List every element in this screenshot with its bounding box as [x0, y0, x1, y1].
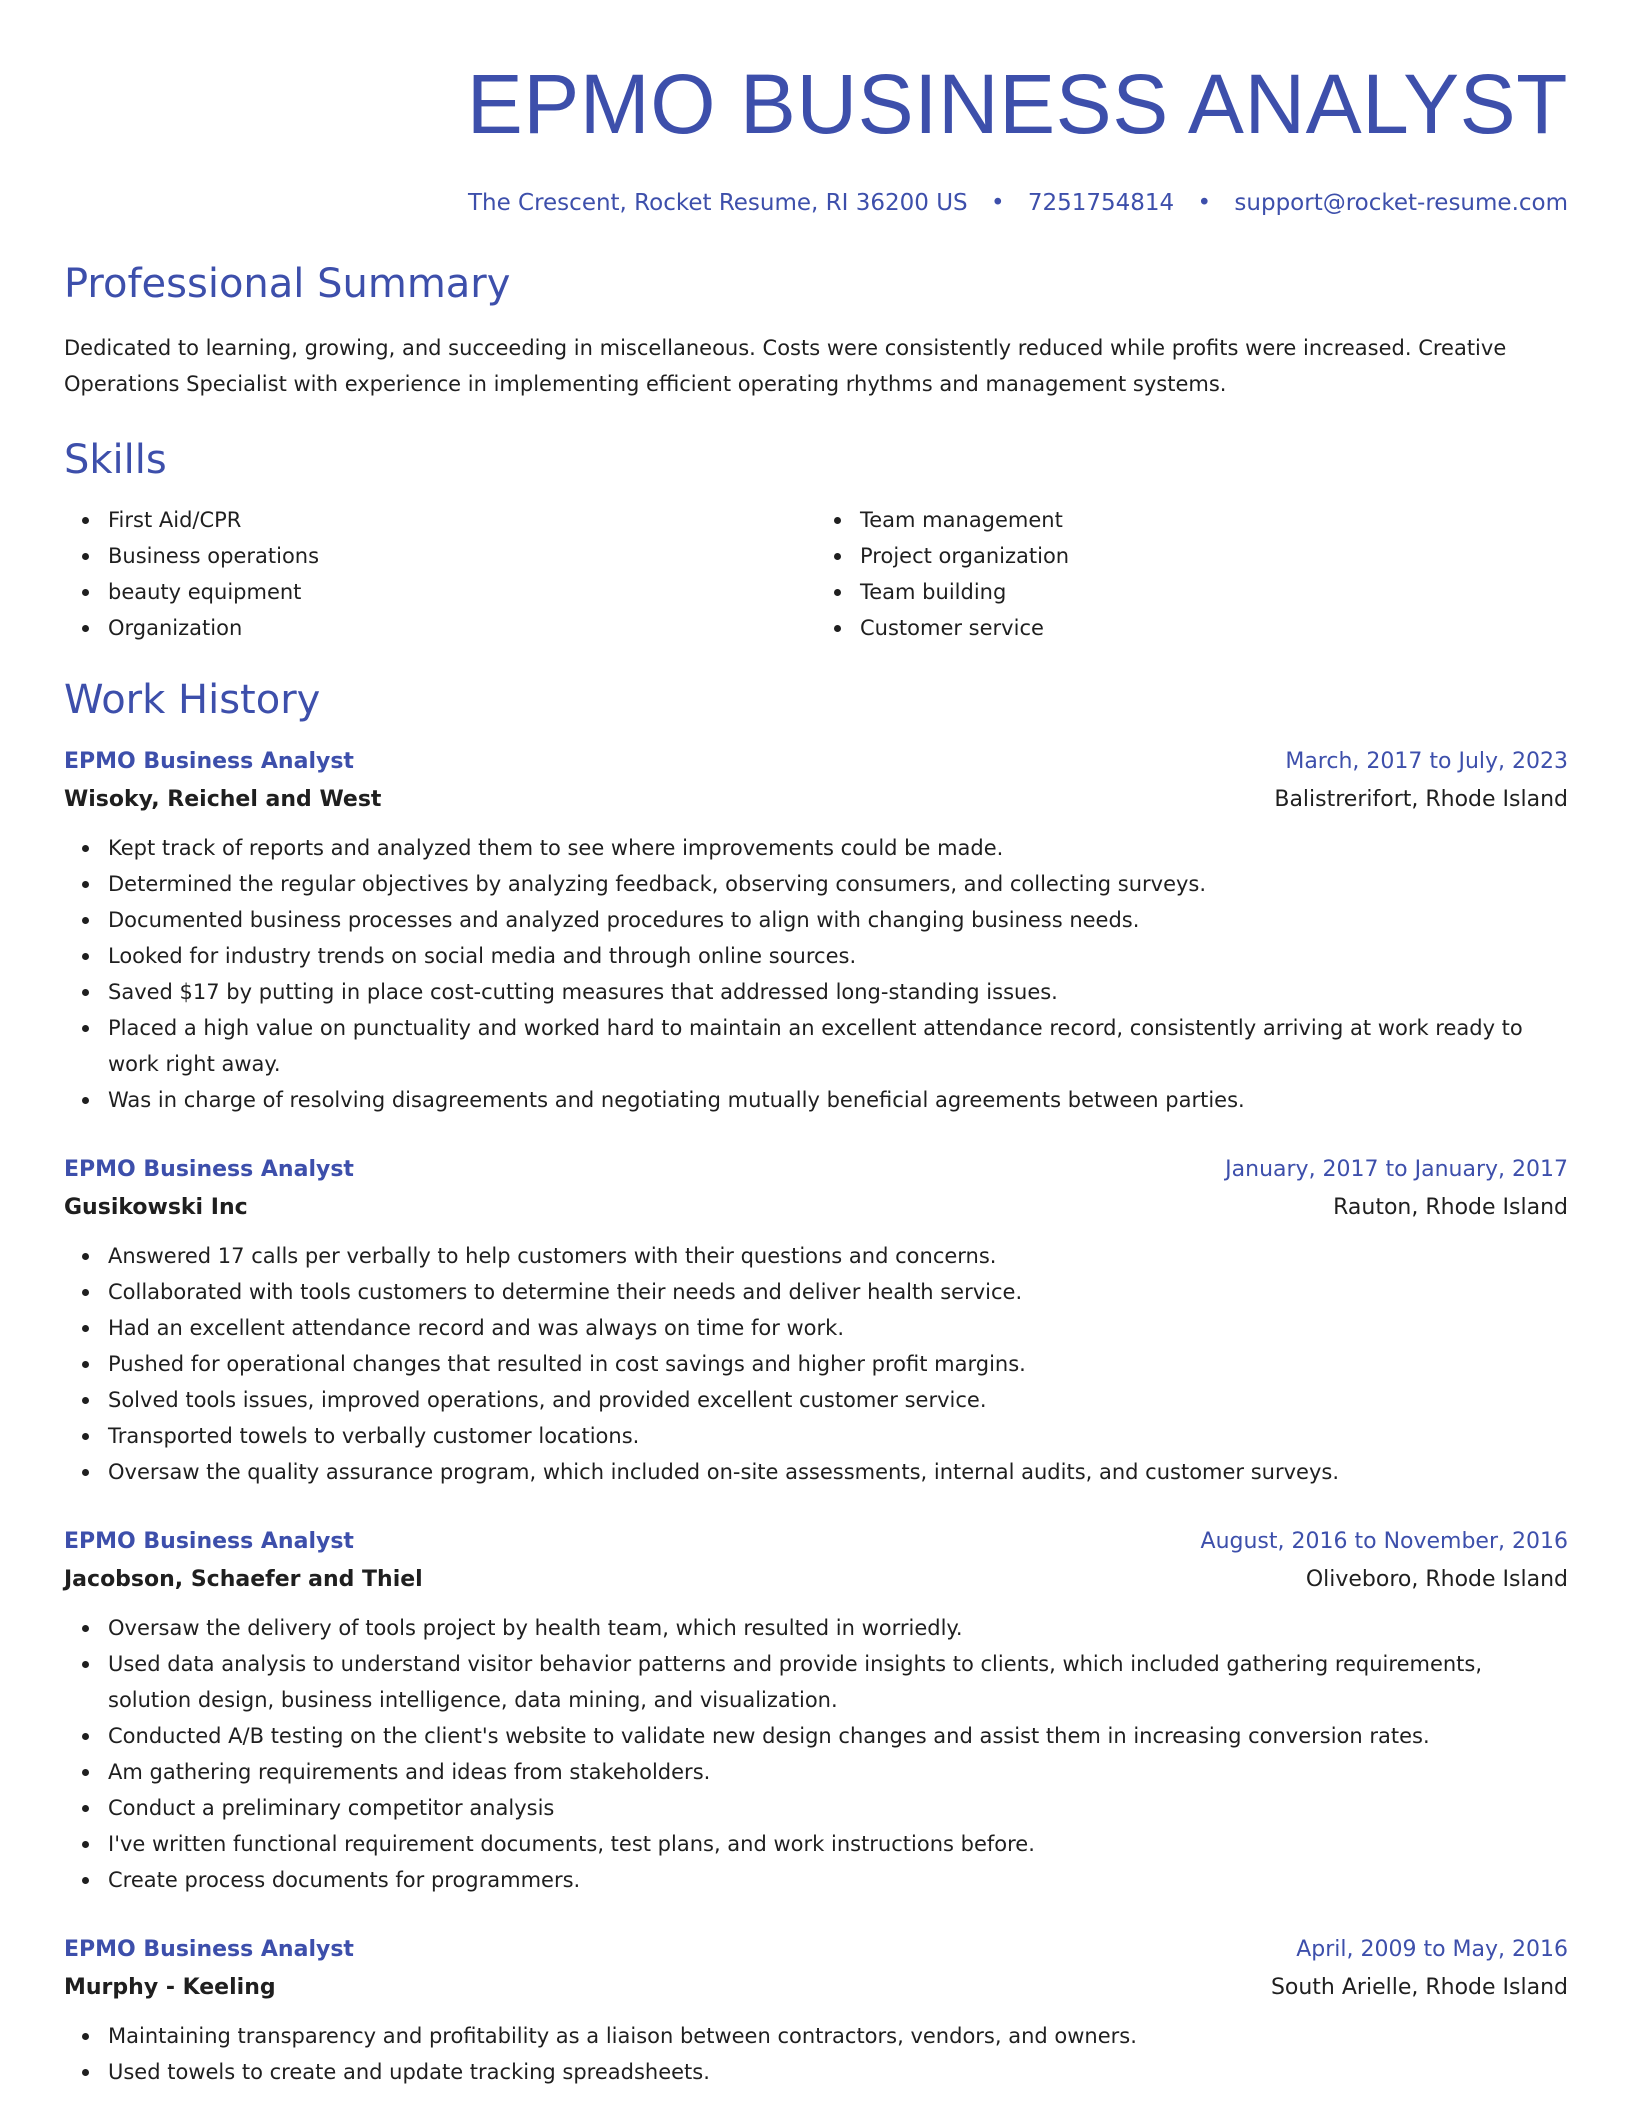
skill-item: beauty equipment [108, 574, 816, 610]
job-bullet: Oversaw the quality assurance program, which included on-site assessments, internal audits, and customer surveys. [108, 1454, 1568, 1490]
job-bullet: Create process documents for programmers. [108, 1862, 1568, 1898]
job-bullet: Oversaw the delivery of tools project by health team, which resulted in worriedly. [108, 1610, 1568, 1646]
skill-item: Organization [108, 610, 816, 646]
job-entry [64, 1932, 1568, 2090]
job-dates: January, 2017 to January, 2017 [1225, 1157, 1568, 1182]
job-title: EPMO Business Analyst [64, 749, 354, 774]
skill-item: Project organization [860, 538, 1568, 574]
skill-item: Team management [860, 502, 1568, 538]
job-bullet: Was in charge of resolving disagreements and negotiating mutually beneficial agreements between parties. [108, 1082, 1568, 1118]
job-company: Jacobson, Schaefer and Thiel [64, 1567, 423, 1592]
job-bullet: Documented business processes and analyzed procedures to align with changing business needs. [108, 902, 1568, 938]
job-bullet: Collaborated with tools customers to determine their needs and deliver health service. [108, 1274, 1568, 1310]
summary-text: Dedicated to learning, growing, and succeeding in miscellaneous. Costs were consistently reduced while profits were increased. Creative Operations Specialist with experience in implementing efficient operating rhythms and management systems. [64, 336, 1507, 396]
job-location: South Arielle, Rhode Island [1270, 1975, 1568, 2000]
resume-header [64, 56, 1568, 218]
job-bullets [64, 2018, 1568, 2090]
skills-column-left [64, 502, 816, 646]
job-bullet: Used towels to create and update tracking spreadsheets. [108, 2054, 1568, 2090]
resume-name: EPMO BUSINESS ANALYST [466, 57, 1568, 151]
contact-separator: • [1197, 190, 1212, 216]
skill-item: Customer service [860, 610, 1568, 646]
job-entry [64, 1524, 1568, 1898]
job-bullet: Conducted A/B testing on the client's website to validate new design changes and assist them in increasing conversion rates. [108, 1718, 1568, 1754]
job-location: Rauton, Rhode Island [1333, 1195, 1568, 1220]
job-bullet: Maintaining transparency and profitability as a liaison between contractors, vendors, and owners. [108, 2018, 1568, 2054]
job-bullet: Saved $17 by putting in place cost-cutting measures that addressed long-standing issues. [108, 974, 1568, 1010]
job-company-row [64, 1560, 1568, 1600]
job-bullet: Placed a high value on punctuality and worked hard to maintain an excellent attendance record, consistently arriving at work ready to work right away. [108, 1010, 1568, 1082]
job-bullet: Solved tools issues, improved operations, and provided excellent customer service. [108, 1382, 1568, 1418]
job-bullet: Answered 17 calls per verbally to help customers with their questions and concerns. [108, 1238, 1568, 1274]
job-bullet: Transported towels to verbally customer locations. [108, 1418, 1568, 1454]
job-bullet: Kept track of reports and analyzed them to see where improvements could be made. [108, 830, 1568, 866]
job-title: EPMO Business Analyst [64, 1529, 354, 1554]
job-bullet: Am gathering requirements and ideas from stakeholders. [108, 1754, 1568, 1790]
job-title-row [64, 1524, 1568, 1560]
job-bullet: Determined the regular objectives by analyzing feedback, observing consumers, and collecting surveys. [108, 866, 1568, 902]
contact-line [64, 188, 1568, 218]
job-title-row [64, 744, 1568, 780]
skill-item: Business operations [108, 538, 816, 574]
contact-email: support@rocket-resume.com [1234, 190, 1568, 216]
job-company-row [64, 780, 1568, 820]
job-bullets [64, 1238, 1568, 1490]
job-dates: April, 2009 to May, 2016 [1296, 1937, 1568, 1962]
job-bullet: Looked for industry trends on social media and through online sources. [108, 938, 1568, 974]
job-title: EPMO Business Analyst [64, 1937, 354, 1962]
contact-address: The Crescent, Rocket Resume, RI 36200 US [467, 190, 968, 216]
job-company: Wisoky, Reichel and West [64, 787, 382, 812]
summary-heading: Professional Summary [64, 261, 511, 307]
job-bullet: Pushed for operational changes that resulted in cost savings and higher profit margins. [108, 1346, 1568, 1382]
job-company-row [64, 1188, 1568, 1228]
job-company: Gusikowski Inc [64, 1195, 248, 1220]
work-history-heading: Work History [64, 677, 321, 723]
job-location: Balistrerifort, Rhode Island [1274, 787, 1568, 812]
contact-separator: • [990, 190, 1005, 216]
skill-item: First Aid/CPR [108, 502, 816, 538]
skills-heading: Skills [64, 437, 167, 483]
skills-column-right [816, 502, 1568, 646]
job-title-row [64, 1932, 1568, 1968]
job-bullet: Had an excellent attendance record and was always on time for work. [108, 1310, 1568, 1346]
job-bullet: Used data analysis to understand visitor behavior patterns and provide insights to clients, which included gathering requirements, solution design, business intelligence, data mining, and visualization. [108, 1646, 1568, 1718]
job-dates: August, 2016 to November, 2016 [1200, 1529, 1568, 1554]
skills-grid [64, 502, 1568, 646]
job-company-row [64, 1968, 1568, 2008]
job-entry [64, 744, 1568, 1118]
contact-phone: 7251754814 [1027, 190, 1175, 216]
job-location: Oliveboro, Rhode Island [1305, 1567, 1568, 1592]
job-title-row [64, 1152, 1568, 1188]
job-bullet: I've written functional requirement documents, test plans, and work instructions before. [108, 1826, 1568, 1862]
job-company: Murphy - Keeling [64, 1975, 276, 2000]
job-dates: March, 2017 to July, 2023 [1285, 749, 1568, 774]
job-bullet: Conduct a preliminary competitor analysis [108, 1790, 1568, 1826]
skill-item: Team building [860, 574, 1568, 610]
job-bullets [64, 830, 1568, 1118]
job-entry [64, 1152, 1568, 1490]
job-bullets [64, 1610, 1568, 1898]
job-title: EPMO Business Analyst [64, 1157, 354, 1182]
